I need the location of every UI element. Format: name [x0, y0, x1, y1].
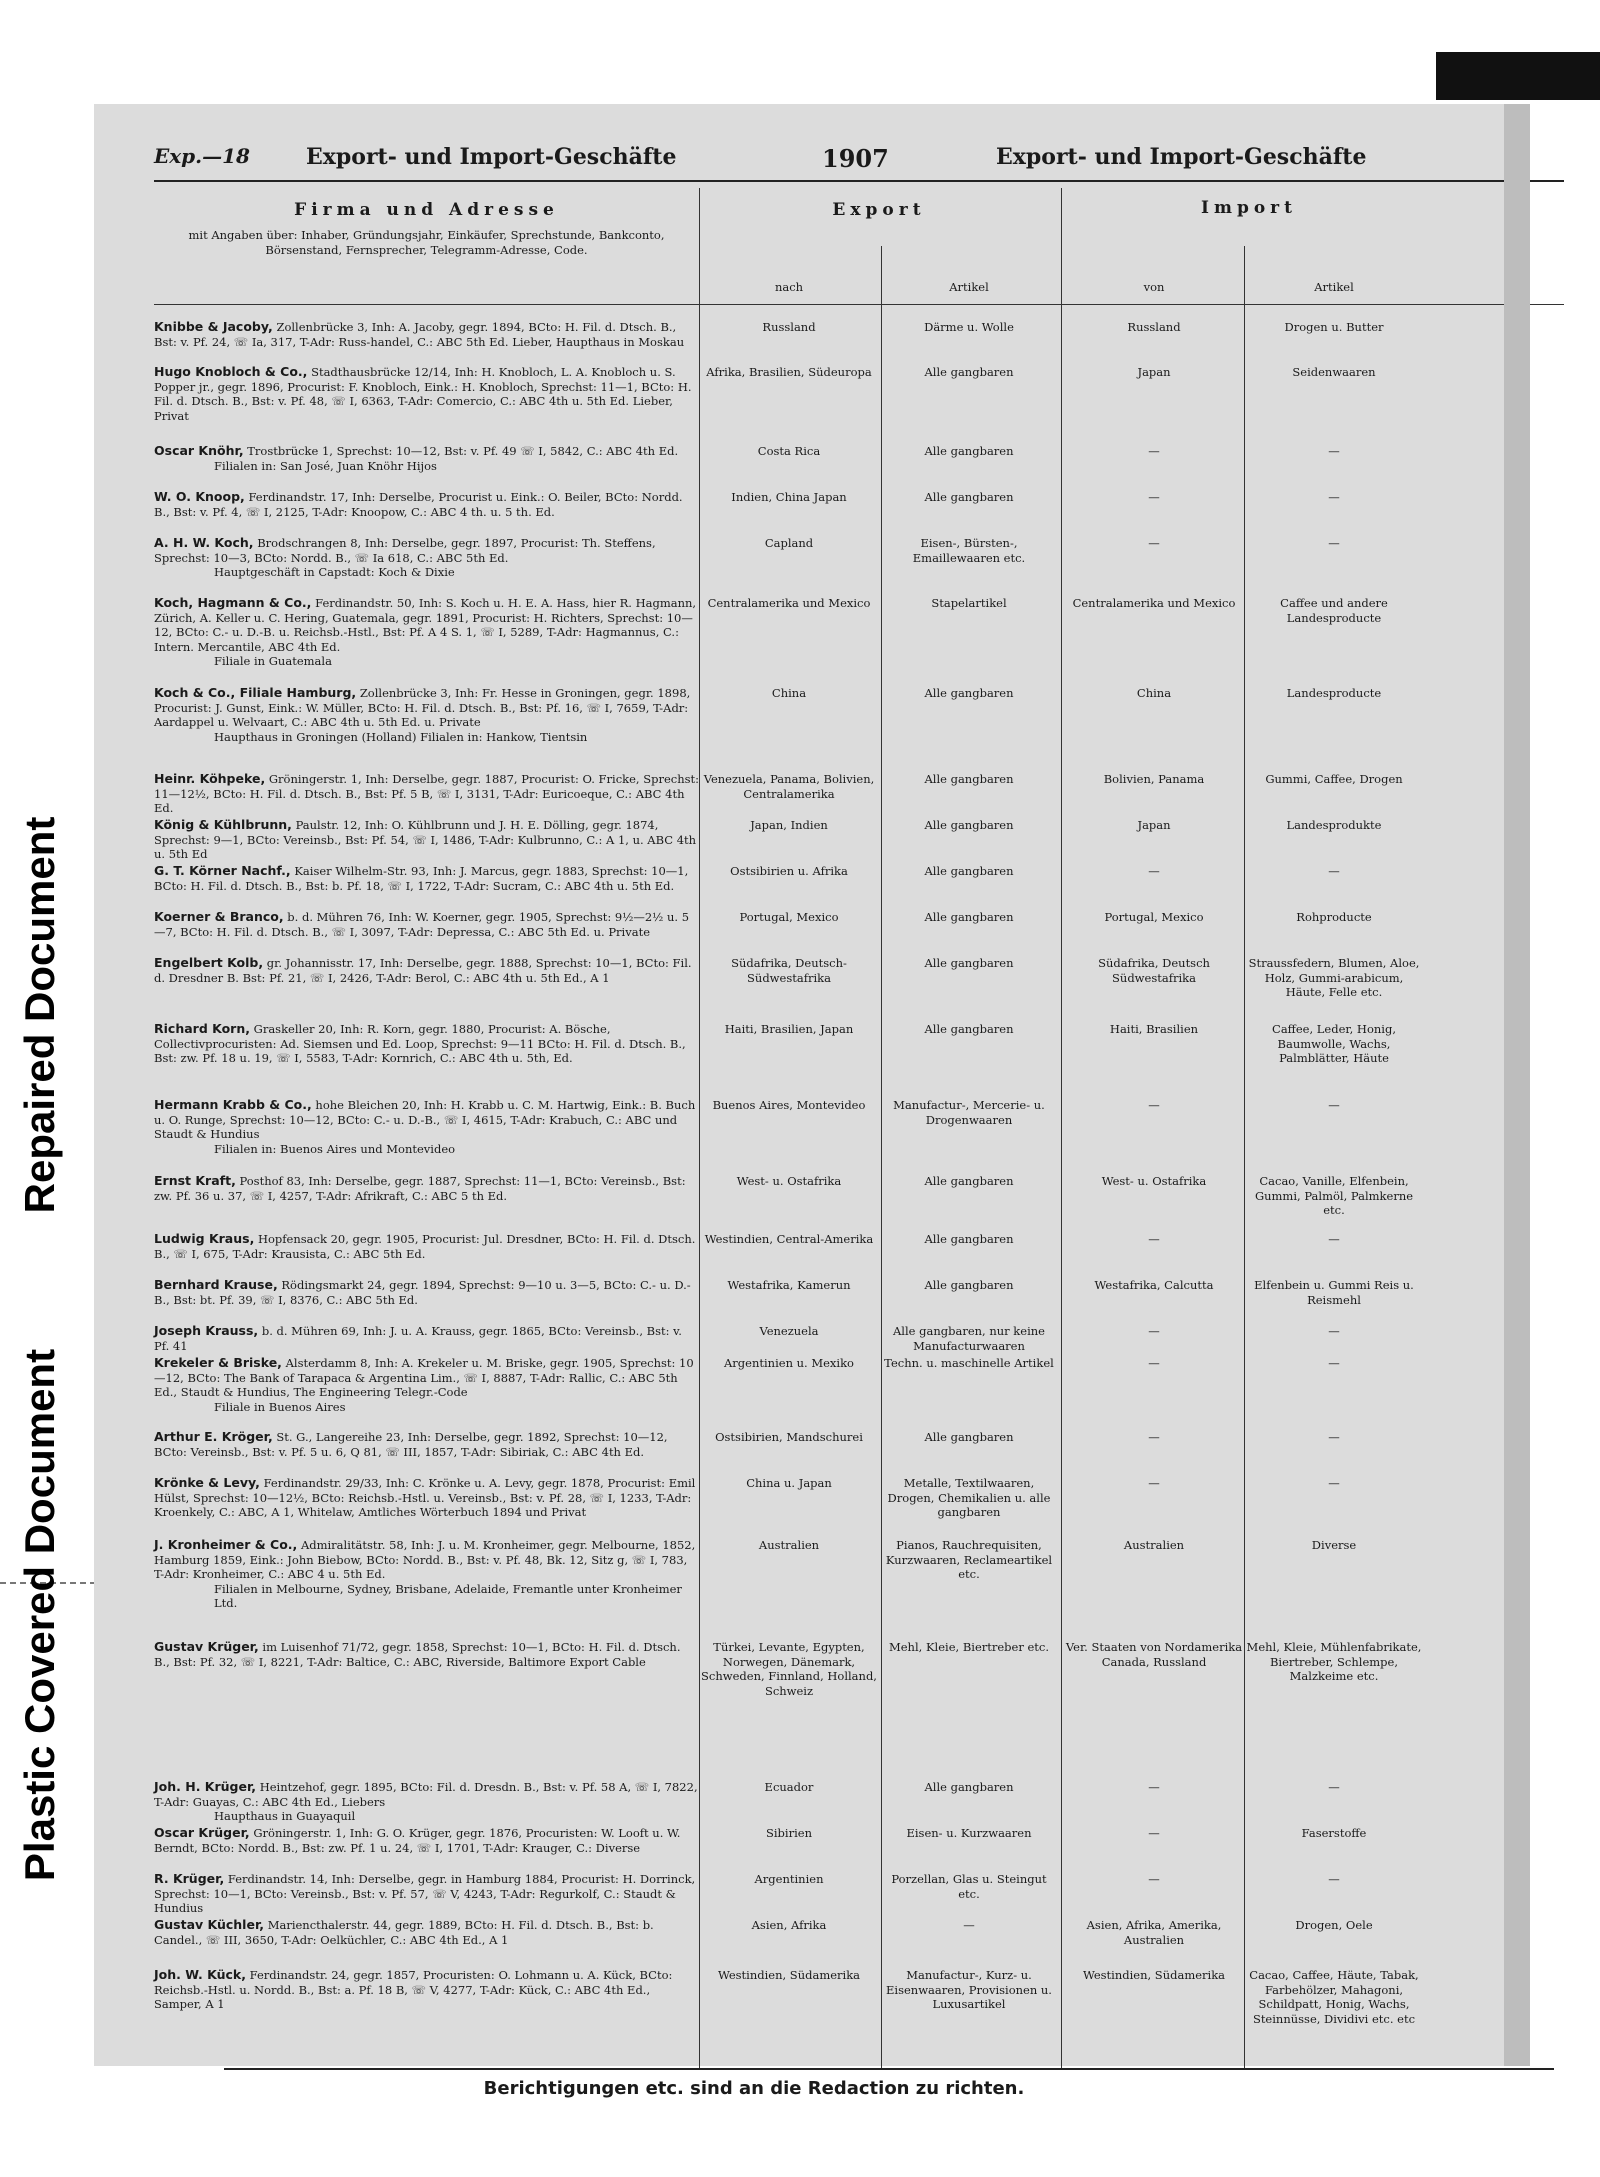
- export-articles: Alle gangbaren, nur keine Manufacturwaaren: [893, 1324, 1045, 1353]
- firm-details: Hopfensack 20, gegr. 1905, Procurist: Jul. Dresdner, BCto: H. Fil. d. Dtsch. B., ☏ I, 675, T-Adr: Krausista, C.: ABC 5th Ed.: [154, 1232, 696, 1261]
- firm-cell: [154, 596, 699, 669]
- firm-note: Filialen in: San José, Juan Knöhr Hijos: [214, 458, 437, 473]
- import-articles: Diverse: [1311, 1538, 1357, 1552]
- import-articles: Landesprodukte: [1286, 818, 1382, 832]
- import-articles: Gummi, Caffee, Drogen: [1265, 772, 1403, 786]
- import-articles: —: [1328, 1476, 1340, 1490]
- firm-name: A. H. W. Koch,: [154, 535, 254, 550]
- export-to: Indien, China Japan: [731, 490, 847, 504]
- firm-name: Krekeler & Briske,: [154, 1355, 282, 1370]
- export-to: Westafrika, Kamerun: [727, 1278, 851, 1292]
- firm-details: im Luisenhof 71/72, gegr. 1858, Sprechst: 10—1, BCto: H. Fil. d. Dtsch. B., Bst: Pf. 32, ☏ I, 8221, T-Adr: Baltice, C.: ABC, Riverside, Baltimore Export Cable: [154, 1640, 681, 1669]
- export-articles: Pianos, Rauchrequisiten, Kurzwaaren, Reclameartikel etc.: [885, 1538, 1053, 1582]
- export-to: Türkei, Levante, Egypten, Norwegen, Dänemark, Schweden, Finnland, Holland, Schweiz: [701, 1640, 877, 1698]
- firm-cell: [154, 1022, 699, 1066]
- export-articles: Techn. u. maschinelle Artikel: [884, 1356, 1054, 1370]
- firm-details: gr. Johannisstr. 17, Inh: Derselbe, gegr. 1888, Sprechst: 10—1, BCto: Fil. d. Dresdner B. Bst: Pf. 21, ☏ I, 2426, T-Adr: Berol, C.: ABC 4th u. 5th Ed., A 1: [154, 956, 692, 985]
- firm-note: Filiale in Buenos Aires: [214, 1399, 346, 1414]
- column-import: Import: [1201, 198, 1297, 218]
- header-title-left: Export- und Import-Geschäfte: [306, 144, 677, 170]
- firm-cell: [154, 1356, 699, 1414]
- import-from: Japan: [1137, 818, 1171, 832]
- import-from: Japan: [1137, 365, 1171, 379]
- firm-details: Mariencthalerstr. 44, gegr. 1889, BCto: H. Fil. d. Dtsch. B., Bst: b. Candel., ☏ III, 3650, T-Adr: Oelküchler, C.: ABC 4th Ed., A 1: [154, 1918, 654, 1947]
- import-articles: Faserstoffe: [1301, 1826, 1367, 1840]
- firm-cell: [154, 686, 699, 744]
- firm-details: b. d. Mühren 76, Inh: W. Koerner, gegr. 1905, Sprechst: 9½—2½ u. 5—7, BCto: H. Fil. d. Dtsch. B., ☏ I, 3097, T-Adr: Depressa, C.: ABC 5th Ed. u. Private: [154, 910, 690, 939]
- column-export-nach: nach: [774, 280, 804, 294]
- firm-note: Filialen in: Buenos Aires und Montevideo: [214, 1141, 456, 1156]
- import-from: —: [1148, 1872, 1160, 1886]
- import-from: —: [1148, 1356, 1160, 1370]
- firm-details: Paulstr. 12, Inh: O. Kühlbrunn und J. H. E. Dölling, gegr. 1874, Sprechst: 9—1, BCto: Vereinsb., Bst: Pf. 54, ☏ I, 1486, T-Adr: Kulbrunno, C.: A 1, u. ABC 4th u. 5th Ed: [154, 818, 697, 862]
- export-to: Capland: [764, 536, 814, 550]
- firm-cell: [154, 490, 699, 519]
- firm-name: J. Kronheimer & Co.,: [154, 1537, 298, 1552]
- export-articles: Alle gangbaren: [924, 444, 1014, 458]
- export-articles: Manufactur-, Kurz- u. Eisenwaaren, Provisionen u. Luxusartikel: [886, 1968, 1052, 2012]
- column-import-artikel: Artikel: [1314, 280, 1354, 294]
- firm-note: Hauptgeschäft in Capstadt: Koch & Dixie: [214, 565, 455, 580]
- import-articles: Straussfedern, Blumen, Aloe, Holz, Gummi-arabicum, Häute, Felle etc.: [1248, 956, 1420, 1000]
- export-articles: Alle gangbaren: [924, 1278, 1014, 1292]
- footer-note: Berichtigungen etc. sind an die Redaction zu richten.: [483, 2078, 1025, 2099]
- firm-cell: [154, 1324, 699, 1353]
- import-articles: Rohproducte: [1296, 910, 1372, 924]
- header-title-right: Export- und Import-Geschäfte: [996, 144, 1367, 170]
- export-to: Ostsibirien, Mandschurei: [715, 1430, 863, 1444]
- firm-details: Ferdinandstr. 17, Inh: Derselbe, Procurist u. Eink.: O. Beiler, BCto: Nordd. B., Bst: v. Pf. 4, ☏ I, 2125, T-Adr: Knoopow, C.: ABC 4 th. u. 5 th. Ed.: [154, 490, 683, 519]
- export-articles: Mehl, Kleie, Biertreber etc.: [888, 1640, 1050, 1654]
- firm-name: Hugo Knobloch & Co.,: [154, 364, 308, 379]
- header-year: 1907: [822, 144, 889, 173]
- firm-name: Gustav Krüger,: [154, 1639, 259, 1654]
- firm-name: Heinr. Köhpeke,: [154, 771, 266, 786]
- export-to: Buenos Aires, Montevideo: [712, 1098, 866, 1112]
- import-from: Portugal, Mexico: [1104, 910, 1204, 924]
- firm-cell: [154, 1278, 699, 1307]
- import-articles: —: [1328, 1780, 1340, 1794]
- import-articles: —: [1328, 1324, 1340, 1338]
- bottom-rule: [224, 2068, 1554, 2070]
- firm-note: Haupthaus in Groningen (Holland) Filialen in: Hankow, Tientsin: [214, 729, 588, 744]
- import-from: —: [1148, 490, 1160, 504]
- export-articles: Därme u. Wolle: [924, 320, 1014, 334]
- firm-details: Stadthausbrücke 12/14, Inh: H. Knobloch, L. A. Knobloch u. S. Popper jr., gegr. 1896, Procurist: F. Knobloch, Eink.: H. Knobloch, Sprechst: 11—1, BCto: H. Fil. d. Dtsch. B., Bst: v. Pf. 48, ☏ I, 6363, T-Adr: Comercio, C.: ABC 4th u. 5th Ed. Lieber, Privat: [154, 365, 692, 423]
- firm-details: Admiralitätstr. 58, Inh: J. u. M. Kronheimer, gegr. Melbourne, 1852, Hamburg 1859, Eink.: John Biebow, BCto: Nordd. B., Bst: v. Pf. 48, Bk. 12, Sitz g, ☏ I, 783, T-Adr: Kronheimer, C.: ABC 4 u. 5th Ed.: [154, 1538, 696, 1582]
- firm-note: Haupthaus in Guayaquil: [214, 1809, 356, 1824]
- import-articles: —: [1328, 1872, 1340, 1886]
- export-to: Portugal, Mexico: [739, 910, 839, 924]
- firm-note: Filialen in Melbourne, Sydney, Brisbane, Adelaide, Fremantle unter Kronheimer Ltd.: [214, 1581, 682, 1611]
- firm-name: Engelbert Kolb,: [154, 955, 264, 970]
- import-from: —: [1148, 1780, 1160, 1794]
- firm-details: Posthof 83, Inh: Derselbe, gegr. 1887, Sprechst: 11—1, BCto: Vereinsb., Bst: zw. Pf. 36 u. 37, ☏ I, 4257, T-Adr: Afrikraft, C.: ABC 5 th Ed.: [154, 1174, 686, 1203]
- export-articles: Alle gangbaren: [924, 1780, 1014, 1794]
- firm-cell: [154, 1968, 699, 2012]
- export-to: Afrika, Brasilien, Südeuropa: [706, 365, 872, 379]
- firm-name: Arthur E. Kröger,: [154, 1429, 273, 1444]
- export-articles: Manufactur-, Mercerie- u. Drogenwaaren: [893, 1098, 1045, 1127]
- import-from: —: [1148, 1826, 1160, 1840]
- export-articles: Stapelartikel: [931, 596, 1007, 610]
- export-to: Japan, Indien: [750, 818, 828, 832]
- import-from: —: [1148, 536, 1160, 550]
- export-to: Venezuela, Panama, Bolivien, Centralamerika: [703, 772, 875, 801]
- firm-name: Joseph Krauss,: [154, 1323, 259, 1338]
- scanned-page: [94, 104, 1504, 2099]
- firm-name: R. Krüger,: [154, 1871, 225, 1886]
- firm-name: Koerner & Branco,: [154, 909, 284, 924]
- import-from: Australien: [1123, 1538, 1185, 1552]
- import-from: Centralamerika und Mexico: [1072, 596, 1236, 610]
- export-to: China: [771, 686, 807, 700]
- export-to: Ecuador: [764, 1780, 814, 1794]
- export-articles: Eisen-, Bürsten-, Emaillewaaren etc.: [912, 536, 1026, 565]
- table-header: [154, 188, 1564, 304]
- export-to: Costa Rica: [757, 444, 821, 458]
- firm-cell: [154, 1174, 699, 1203]
- firm-details: St. G., Langereihe 23, Inh: Derselbe, gegr. 1892, Sprechst: 10—12, BCto: Vereinsb., Bst: v. Pf. 5 u. 6, Q 81, ☏ III, 1857, T-Adr: Sibiriak, C.: ABC 4th Ed.: [154, 1430, 668, 1459]
- import-articles: —: [1328, 490, 1340, 504]
- import-from: —: [1148, 864, 1160, 878]
- export-to: Australien: [758, 1538, 820, 1552]
- firm-details: Brodschrangen 8, Inh: Derselbe, gegr. 1897, Procurist: Th. Steffens, Sprechst: 10—3, BCto: Nordd. B., ☏ Ia 618, C.: ABC 5th Ed.: [154, 536, 656, 565]
- export-articles: Metalle, Textilwaaren, Drogen, Chemikalien u. alle gangbaren: [887, 1476, 1051, 1520]
- export-articles: Porzellan, Glas u. Steingut etc.: [891, 1872, 1047, 1901]
- page-header: [154, 144, 1367, 174]
- firm-details: Heintzehof, gegr. 1895, BCto: Fil. d. Dresdn. B., Bst: v. Pf. 58 A, ☏ I, 7822, T-Adr: Guayas, C.: ABC 4th Ed., Liebers: [154, 1780, 698, 1809]
- firm-name: Joh. H. Krüger,: [154, 1779, 257, 1794]
- firm-cell: [154, 1918, 699, 1947]
- column-firma: Firma und Adresse: [294, 200, 559, 220]
- import-from: —: [1148, 1232, 1160, 1246]
- import-from: —: [1148, 1324, 1160, 1338]
- firm-name: Ernst Kraft,: [154, 1173, 236, 1188]
- firm-name: Koch & Co., Filiale Hamburg,: [154, 685, 357, 700]
- import-from: Russland: [1127, 320, 1181, 334]
- import-articles: Drogen, Oele: [1295, 1918, 1373, 1932]
- column-firma-details: mit Angaben über: Inhaber, Gründungsjahr, Einkäufer, Sprechstunde, Bankconto, Börsenstand, Fernsprecher, Telegramm-Adresse, Code.: [188, 228, 665, 257]
- import-articles: —: [1328, 1430, 1340, 1444]
- firm-name: Koch, Hagmann & Co.,: [154, 595, 312, 610]
- firm-cell: [154, 1640, 699, 1669]
- firm-name: Richard Korn,: [154, 1021, 250, 1036]
- firm-cell: [154, 1780, 699, 1824]
- import-articles: —: [1328, 1232, 1340, 1246]
- import-from: Asien, Afrika, Amerika, Australien: [1086, 1918, 1222, 1947]
- firm-cell: [154, 864, 699, 893]
- plastic-covered-document-label: Plastic Covered Document: [16, 1348, 63, 1882]
- firm-cell: [154, 1826, 699, 1855]
- import-from: Westafrika, Calcutta: [1094, 1278, 1214, 1292]
- side-labels: [0, 760, 80, 1950]
- firm-name: Hermann Krabb & Co.,: [154, 1097, 312, 1112]
- firm-cell: [154, 1476, 699, 1520]
- import-articles: —: [1328, 1098, 1340, 1112]
- export-to: Argentinien u. Mexiko: [724, 1356, 854, 1370]
- import-from: Bolivien, Panama: [1103, 772, 1205, 786]
- import-from: Ver. Staaten von Nordamerika Canada, Russland: [1065, 1640, 1243, 1669]
- export-articles: Alle gangbaren: [924, 818, 1014, 832]
- column-import-von: von: [1143, 280, 1165, 294]
- export-articles: Alle gangbaren: [924, 686, 1014, 700]
- firm-name: Knibbe & Jacoby,: [154, 319, 273, 334]
- export-articles: Eisen- u. Kurzwaaren: [906, 1826, 1032, 1840]
- header-rule: [154, 180, 1564, 182]
- export-to: Westindien, Südamerika: [717, 1968, 861, 1982]
- import-articles: Elfenbein u. Gummi Reis u. Reismehl: [1254, 1278, 1414, 1307]
- firm-details: Zollenbrücke 3, Inh: Fr. Hesse in Groningen, gegr. 1898, Procurist: J. Gunst, Eink.: W. Müller, BCto: H. Fil. d. Dtsch. B., Bst: Pf. 16, ☏ I, 7659, T-Adr: Aardappel u. Welvaart, C.: ABC 4th u. 5th Ed. u. Private: [154, 686, 691, 730]
- export-to: Südafrika, Deutsch-Südwestafrika: [731, 956, 847, 985]
- table-header-rule: [154, 304, 1564, 305]
- export-to: Westindien, Central-Amerika: [704, 1232, 874, 1246]
- firm-name: Ludwig Kraus,: [154, 1231, 255, 1246]
- import-articles: —: [1328, 444, 1340, 458]
- firm-cell: [154, 1232, 699, 1261]
- export-articles: Alle gangbaren: [924, 1430, 1014, 1444]
- export-to: Ostsibirien u. Afrika: [730, 864, 848, 878]
- export-articles: —: [963, 1918, 975, 1932]
- column-export: Export: [832, 200, 926, 220]
- firm-cell: [154, 1538, 699, 1611]
- firm-cell: [154, 444, 699, 473]
- import-from: West- u. Ostafrika: [1101, 1174, 1207, 1188]
- firm-details: Ferdinandstr. 50, Inh: S. Koch u. H. E. A. Hass, hier R. Hagmann, Zürich, A. Keller u. C. Hering, Guatemala, gegr. 1891, Procurist: H. Richters, Sprechst: 10—12, BCto: C.- u. D.-B. u. Reichsb.-Hstl., Bst: Pf. A 4 S. 1, ☏ I, 5289, T-Adr: Hagmannus, C.: Intern. Mercantile, ABC 4th Ed.: [154, 596, 697, 654]
- firm-cell: [154, 772, 699, 816]
- export-to: Argentinien: [754, 1872, 824, 1886]
- import-articles: Mehl, Kleie, Mühlenfabrikate, Biertreber, Schlempe, Malzkeime etc.: [1246, 1640, 1422, 1684]
- import-from: Südafrika, Deutsch Südwestafrika: [1098, 956, 1210, 985]
- firm-name: Oscar Knöhr,: [154, 443, 244, 458]
- import-articles: —: [1328, 864, 1340, 878]
- firm-details: Trostbrücke 1, Sprechst: 10—12, Bst: v. Pf. 49 ☏ I, 5842, C.: ABC 4th Ed.: [247, 444, 679, 458]
- firm-details: Ferdinandstr. 14, Inh: Derselbe, gegr. in Hamburg 1884, Procurist: H. Dorrinck, Sprechst: 10—1, BCto: Vereinsb., Bst: v. Pf. 57, ☏ V, 4243, T-Adr: Regurkolf, C.: Staudt & Hundius: [154, 1872, 696, 1916]
- import-articles: Caffee, Leder, Honig, Baumwolle, Wachs, Palmblätter, Häute: [1272, 1022, 1396, 1066]
- import-articles: —: [1328, 1356, 1340, 1370]
- export-to: Haiti, Brasilien, Japan: [724, 1022, 854, 1036]
- import-from: —: [1148, 1430, 1160, 1444]
- export-to: Asien, Afrika: [751, 1918, 827, 1932]
- firm-details: Gröningerstr. 1, Inh: G. O. Krüger, gegr. 1876, Procuristen: W. Looft u. W. Berndt, BCto: Nordd. B., Bst: zw. Pf. 1 u. 24, ☏ I, 1701, T-Adr: Krauger, C.: Diverse: [154, 1826, 681, 1855]
- export-articles: Alle gangbaren: [924, 365, 1014, 379]
- firm-details: Rödingsmarkt 24, gegr. 1894, Sprechst: 9—10 u. 3—5, BCto: C.- u. D.-B., Bst: bt. Pf. 39, ☏ I, 8376, C.: ABC 5th Ed.: [154, 1278, 691, 1307]
- import-articles: Drogen u. Butter: [1284, 320, 1384, 334]
- firm-details: hohe Bleichen 20, Inh: H. Krabb u. C. M. Hartwig, Eink.: B. Buch u. O. Runge, Sprechst: 10—12, BCto: C.- u. D.-B., ☏ I, 4615, T-Adr: Krabuch, C.: ABC und Staudt & Hundius: [154, 1098, 696, 1142]
- firm-name: W. O. Knoop,: [154, 489, 245, 504]
- firm-details: Ferdinandstr. 24, gegr. 1857, Procuristen: O. Lohmann u. A. Kück, BCto: Reichsb.-Hstl. u. Nordd. B., Bst: a. Pf. 18 B, ☏ V, 4277, T-Adr: Kück, C.: ABC 4th Ed., Samper, A 1: [154, 1968, 673, 2012]
- firm-details: Graskeller 20, Inh: R. Korn, gegr. 1880, Procurist: A. Bösche, Collectivprocuristen: Ad. Siemsen und Ed. Loop, Sprechst: 9—11 BCto: H. Fil. d. Dtsch. B., Bst: zw. Pf. 18 u. 19, ☏ I, 5583, T-Adr: Kornrich, C.: ABC 4th u. 5th, Ed.: [154, 1022, 686, 1066]
- import-articles: Cacao, Caffee, Häute, Tabak, Farbehölzer, Mahagoni, Schildpatt, Honig, Wachs, Steinnüsse, Dividivi etc. etc: [1249, 1968, 1419, 2026]
- import-articles: —: [1328, 536, 1340, 550]
- export-to: Centralamerika und Mexico: [707, 596, 871, 610]
- firm-cell: [154, 1098, 699, 1156]
- firm-name: Krönke & Levy,: [154, 1475, 260, 1490]
- firm-cell: [154, 365, 699, 423]
- export-articles: Alle gangbaren: [924, 1174, 1014, 1188]
- export-articles: Alle gangbaren: [924, 490, 1014, 504]
- firm-details: Zollenbrücke 3, Inh: A. Jacoby, gegr. 1894, BCto: H. Fil. d. Dtsch. B., Bst: v. Pf. 24, ☏ Ia, 317, T-Adr: Russ-handel, C.: ABC 5th Ed. Lieber, Haupthaus in Moskau: [154, 320, 685, 349]
- import-from: China: [1136, 686, 1172, 700]
- firm-details: b. d. Mühren 69, Inh: J. u. A. Krauss, gegr. 1865, BCto: Vereinsb., Bst: v. Pf. 41: [154, 1324, 682, 1353]
- export-articles: Alle gangbaren: [924, 956, 1014, 970]
- firm-details: Kaiser Wilhelm-Str. 93, Inh: J. Marcus, gegr. 1883, Sprechst: 10—1, BCto: H. Fil. d. Dtsch. B., Bst: b. Pf. 18, ☏ I, 1722, T-Adr: Sucram, C.: ABC 4th u. 5th Ed.: [154, 864, 689, 893]
- import-from: —: [1148, 1476, 1160, 1490]
- export-articles: Alle gangbaren: [924, 772, 1014, 786]
- firm-name: König & Kühlbrunn,: [154, 817, 292, 832]
- firm-cell: [154, 1430, 699, 1459]
- scan-corner-mark: [1436, 52, 1600, 100]
- import-from: Westindien, Südamerika: [1082, 1968, 1226, 1982]
- firm-name: Joh. W. Kück,: [154, 1967, 246, 1982]
- column-export-artikel: Artikel: [949, 280, 989, 294]
- firm-cell: [154, 910, 699, 939]
- firm-cell: [154, 1872, 699, 1916]
- import-from: —: [1148, 444, 1160, 458]
- export-to: Sibirien: [766, 1826, 812, 1840]
- export-articles: Alle gangbaren: [924, 910, 1014, 924]
- page-reference: Exp.—18: [154, 144, 250, 168]
- firm-cell: [154, 320, 699, 349]
- firm-name: Bernhard Krause,: [154, 1277, 278, 1292]
- export-to: Russland: [762, 320, 816, 334]
- column-divider: [1061, 188, 1062, 2068]
- firm-cell: [154, 956, 699, 985]
- export-articles: Alle gangbaren: [924, 864, 1014, 878]
- import-articles: Cacao, Vanille, Elfenbein, Gummi, Palmöl, Palmkerne etc.: [1254, 1174, 1414, 1218]
- column-divider: [881, 246, 882, 2068]
- firm-cell: [154, 818, 699, 862]
- firm-cell: [154, 536, 699, 580]
- firm-name: Gustav Küchler,: [154, 1917, 265, 1932]
- import-from: Haiti, Brasilien: [1109, 1022, 1199, 1036]
- export-articles: Alle gangbaren: [924, 1232, 1014, 1246]
- column-divider: [1244, 246, 1245, 2068]
- import-articles: Landesproducte: [1286, 686, 1382, 700]
- export-to: China u. Japan: [746, 1476, 832, 1490]
- export-to: Venezuela: [759, 1324, 819, 1338]
- firm-name: Oscar Krüger,: [154, 1825, 250, 1840]
- import-from: —: [1148, 1098, 1160, 1112]
- firm-details: Ferdinandstr. 29/33, Inh: C. Krönke u. A. Levy, gegr. 1878, Procurist: Emil Hülst, Sprechst: 10—12½, BCto: Reichsb.-Hstl. u. Vereinsb., Bst: v. Pf. 28, ☏ I, 1233, T-Adr: Kroenkely, C.: ABC, A 1, Whitelaw, Amtliches Wörterbuch 1894 und Privat: [154, 1476, 696, 1520]
- export-articles: Alle gangbaren: [924, 1022, 1014, 1036]
- import-articles: Caffee und andere Landesproducte: [1280, 596, 1388, 625]
- firm-note: Filiale in Guatemala: [214, 654, 332, 669]
- export-to: West- u. Ostafrika: [736, 1174, 842, 1188]
- firm-name: G. T. Körner Nachf.,: [154, 863, 291, 878]
- import-articles: Seidenwaaren: [1292, 365, 1376, 379]
- repaired-document-label: Repaired Document: [16, 816, 63, 1214]
- firm-details: Gröningerstr. 1, Inh: Derselbe, gegr. 1887, Procurist: O. Fricke, Sprechst: 11—12½, BCto: H. Fil. d. Dtsch. B., Bst: Pf. 5 B, ☏ I, 3131, T-Adr: Euricoeque, C.: ABC 4th Ed.: [154, 772, 700, 816]
- firm-details: Alsterdamm 8, Inh: A. Krekeler u. M. Briske, gegr. 1905, Sprechst: 10—12, BCto: The Bank of Tarapaca & Argentina Lim., ☏ I, 8887, T-Adr: Rallic, C.: ABC 5th Ed., Staudt & Hundius, The Engineering Telegr.-Code: [154, 1356, 694, 1400]
